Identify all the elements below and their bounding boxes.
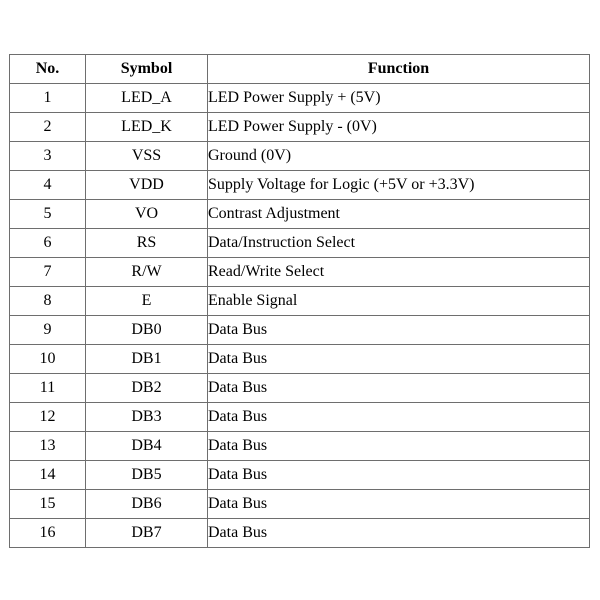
cell-symbol: DB1 [86,345,208,374]
cell-function: Data Bus [208,345,590,374]
cell-function: Data Bus [208,519,590,548]
cell-symbol: R/W [86,258,208,287]
cell-symbol: E [86,287,208,316]
header-no: No. [10,55,86,84]
cell-symbol: VSS [86,142,208,171]
cell-symbol: VO [86,200,208,229]
cell-function: Data Bus [208,490,590,519]
cell-no: 9 [10,316,86,345]
cell-function: Contrast Adjustment [208,200,590,229]
cell-no: 1 [10,84,86,113]
cell-symbol: LED_K [86,113,208,142]
table-row [10,171,590,200]
cell-function: Supply Voltage for Logic (+5V or +3.3V) [208,171,590,200]
table-row [10,432,590,461]
cell-function: Data Bus [208,432,590,461]
table-row [10,490,590,519]
table-row [10,403,590,432]
cell-no: 2 [10,113,86,142]
table-row [10,258,590,287]
table-row [10,229,590,258]
cell-function: Data/Instruction Select [208,229,590,258]
table-header [10,55,590,84]
cell-no: 4 [10,171,86,200]
header-row [10,55,590,84]
cell-symbol: RS [86,229,208,258]
table-row [10,519,590,548]
table-row [10,374,590,403]
cell-symbol: DB0 [86,316,208,345]
cell-function: Data Bus [208,461,590,490]
cell-function: Ground (0V) [208,142,590,171]
cell-no: 3 [10,142,86,171]
cell-symbol: DB2 [86,374,208,403]
cell-symbol: DB4 [86,432,208,461]
table-row [10,461,590,490]
table-row [10,345,590,374]
cell-no: 16 [10,519,86,548]
table-row [10,84,590,113]
cell-function: LED Power Supply - (0V) [208,113,590,142]
cell-no: 12 [10,403,86,432]
cell-function: Data Bus [208,403,590,432]
cell-no: 5 [10,200,86,229]
cell-function: LED Power Supply + (5V) [208,84,590,113]
cell-function: Read/Write Select [208,258,590,287]
table-row [10,113,590,142]
header-function: Function [208,55,590,84]
cell-no: 15 [10,490,86,519]
cell-symbol: DB3 [86,403,208,432]
cell-symbol: DB7 [86,519,208,548]
cell-function: Data Bus [208,374,590,403]
cell-no: 13 [10,432,86,461]
cell-no: 8 [10,287,86,316]
cell-symbol: LED_A [86,84,208,113]
table-row [10,200,590,229]
table-row [10,287,590,316]
cell-symbol: DB6 [86,490,208,519]
cell-no: 6 [10,229,86,258]
table-row [10,316,590,345]
table-body [10,84,590,548]
pin-assignment-table [9,54,590,548]
cell-no: 7 [10,258,86,287]
cell-function: Data Bus [208,316,590,345]
cell-no: 10 [10,345,86,374]
cell-function: Enable Signal [208,287,590,316]
header-symbol: Symbol [86,55,208,84]
cell-symbol: VDD [86,171,208,200]
table-row [10,142,590,171]
cell-symbol: DB5 [86,461,208,490]
cell-no: 11 [10,374,86,403]
cell-no: 14 [10,461,86,490]
